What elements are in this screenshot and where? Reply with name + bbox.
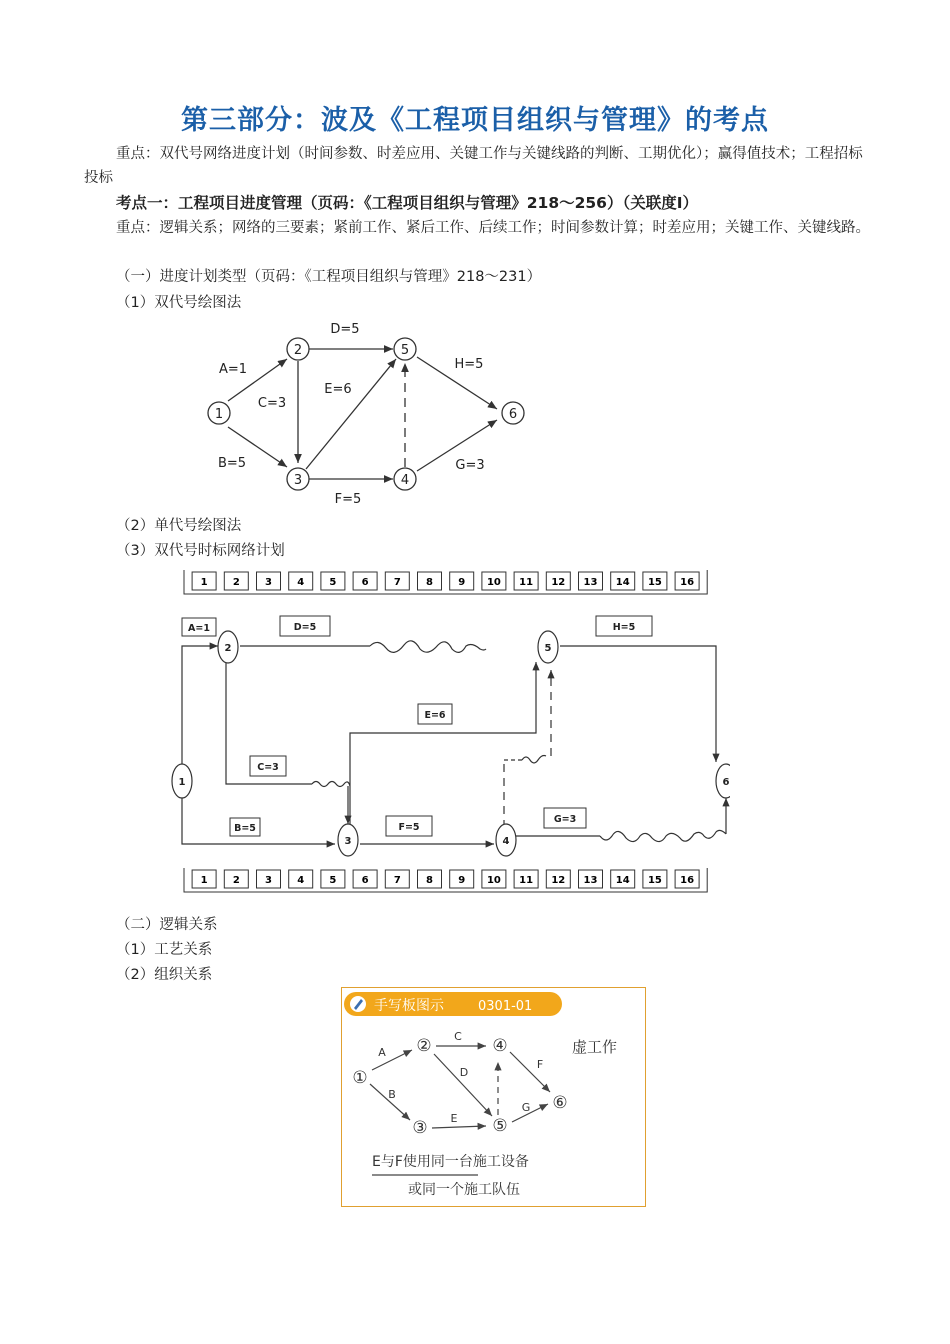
svg-text:1: 1 [178, 777, 186, 788]
svg-text:E: E [450, 1112, 458, 1125]
time-tick-label: 16 [680, 875, 695, 886]
time-tick-label: 11 [519, 577, 534, 588]
svg-text:H=5: H=5 [454, 357, 484, 372]
svg-text:5: 5 [400, 343, 410, 358]
svg-text:5: 5 [544, 643, 552, 654]
svg-text:C: C [454, 1030, 462, 1043]
svg-text:③: ③ [412, 1118, 428, 1138]
item-organization-relation: （2）组织关系 [116, 967, 213, 983]
item-time-scaled: （3）双代号时标网络计划 [116, 543, 285, 559]
svg-text:⑥: ⑥ [552, 1093, 568, 1113]
time-tick-label: 1 [200, 577, 208, 588]
handwriting-board [341, 987, 646, 1207]
time-tick-label: 6 [361, 875, 369, 886]
svg-text:A=1: A=1 [218, 362, 248, 377]
time-scale-top [184, 570, 707, 594]
time-tick-label: 7 [393, 577, 401, 588]
time-tick-label: 7 [393, 875, 401, 886]
svg-text:②: ② [416, 1036, 432, 1056]
virtual-work-label: 虚工作 [572, 1038, 618, 1056]
item-process-relation: （1）工艺关系 [116, 942, 213, 958]
time-tick-label: 12 [551, 577, 566, 588]
svg-text:B=5: B=5 [234, 823, 256, 834]
svg-text:E=6: E=6 [424, 710, 446, 721]
time-tick-label: 15 [647, 577, 662, 588]
time-tick-label: 3 [265, 577, 272, 588]
time-tick-label: 4 [297, 875, 305, 886]
svg-text:B=5: B=5 [217, 456, 247, 471]
time-scaled-network-diagram [170, 566, 730, 901]
svg-text:3: 3 [344, 836, 352, 847]
time-tick-label: 2 [232, 577, 240, 588]
svg-text:⑤: ⑤ [492, 1116, 508, 1136]
double-code-network-diagram [195, 315, 540, 515]
svg-text:H=5: H=5 [612, 622, 636, 633]
item-single-code: （2）单代号绘图法 [116, 518, 242, 534]
svg-text:F=5: F=5 [334, 492, 362, 507]
time-tick-label: 13 [583, 875, 598, 886]
time-tick-label: 10 [486, 875, 501, 886]
subheading-logic: （二）逻辑关系 [116, 917, 218, 933]
svg-text:D: D [459, 1066, 469, 1079]
svg-text:G=3: G=3 [553, 814, 577, 825]
subheading-plan-types: （一）进度计划类型（页码：《工程项目组织与管理》218～231） [116, 269, 542, 285]
svg-text:A=1: A=1 [188, 623, 210, 634]
svg-text:G=3: G=3 [455, 458, 485, 473]
svg-text:D=5: D=5 [330, 322, 360, 337]
time-tick-label: 9 [458, 875, 466, 886]
time-tick-label: 1 [200, 875, 208, 886]
svg-text:4: 4 [502, 836, 510, 847]
svg-text:4: 4 [400, 473, 410, 488]
board-header-title: 手写板图示 [374, 998, 444, 1014]
time-tick-label: 14 [615, 875, 630, 886]
svg-text:6: 6 [508, 407, 518, 422]
svg-text:④: ④ [492, 1036, 508, 1056]
focus-paragraph: 重点：逻辑关系；网络的三要素；紧前工作、紧后工作、后续工作；时间参数计算；时差应用；关键工作、关键线路。 [116, 220, 870, 236]
page-title: 第三部分：波及《工程项目组织与管理》的考点 [181, 105, 769, 136]
time-tick-label: 3 [265, 875, 272, 886]
svg-text:3: 3 [293, 473, 303, 488]
svg-text:C=3: C=3 [257, 396, 287, 411]
time-tick-label: 5 [329, 577, 337, 588]
time-tick-label: 4 [297, 577, 305, 588]
svg-text:2: 2 [293, 343, 303, 358]
time-tick-label: 9 [458, 577, 466, 588]
time-tick-label: 13 [583, 577, 598, 588]
svg-text:F=5: F=5 [398, 822, 420, 833]
time-tick-label: 12 [551, 875, 566, 886]
time-tick-label: 10 [486, 577, 501, 588]
time-tick-label: 15 [647, 875, 662, 886]
board-note-2: 或同一个施工队伍 [408, 1182, 520, 1198]
time-tick-label: 2 [232, 875, 240, 886]
intro-paragraph: 重点：双代号网络进度计划（时间参数、时差应用、关键工作与关键线路的判断、工期优化）；赢得值技术；工程招标投标 [84, 146, 863, 186]
svg-text:D=5: D=5 [293, 622, 317, 633]
section-heading: 考点一：工程项目进度管理（页码：《工程项目组织与管理》218～256）（关联度Ⅰ） [116, 194, 698, 212]
svg-text:A: A [378, 1046, 386, 1059]
time-tick-label: 8 [426, 577, 433, 588]
svg-text:B: B [388, 1088, 396, 1101]
item-double-code: （1）双代号绘图法 [116, 295, 242, 311]
svg-text:C=3: C=3 [257, 762, 279, 773]
svg-text:1: 1 [214, 407, 224, 422]
board-note-1: E与F使用同一台施工设备 [372, 1154, 529, 1170]
svg-text:①: ① [352, 1068, 368, 1088]
svg-text:2: 2 [224, 643, 232, 654]
time-tick-label: 14 [615, 577, 630, 588]
time-tick-label: 8 [426, 875, 433, 886]
time-tick-label: 5 [329, 875, 337, 886]
svg-text:F: F [536, 1058, 544, 1071]
time-scale-bottom [184, 868, 707, 892]
time-tick-label: 11 [519, 875, 534, 886]
time-tick-label: 16 [680, 577, 695, 588]
board-code: 0301-01 [478, 999, 533, 1014]
svg-text:6: 6 [722, 777, 730, 788]
svg-text:G: G [521, 1101, 531, 1114]
svg-text:E=6: E=6 [324, 382, 352, 397]
time-tick-label: 6 [361, 577, 369, 588]
